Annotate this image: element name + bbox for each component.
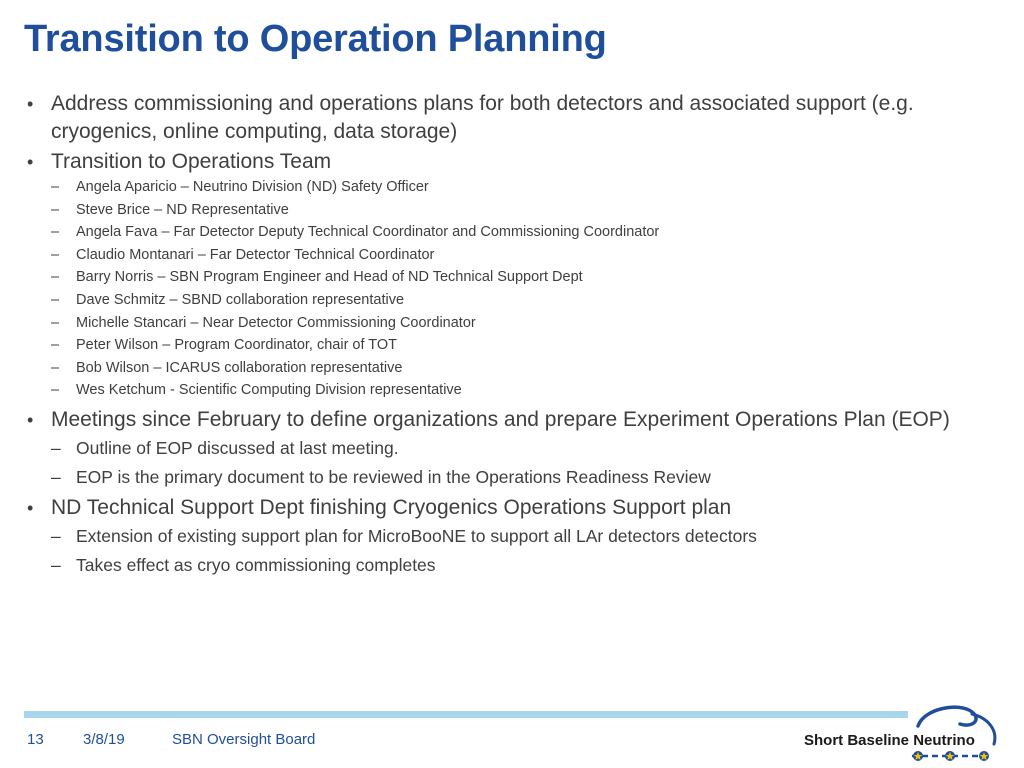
cryo-subitem (24, 551, 1004, 580)
bullet-marker: • (27, 497, 34, 518)
dash-marker: – (51, 179, 60, 195)
meetings-subitem (24, 434, 1004, 463)
dash-marker: – (51, 554, 61, 575)
dash-marker: – (51, 337, 60, 354)
cryo-subitem-text: Extension of existing support plan for MicroBooNE to support all LAr detectors detectors (76, 525, 757, 546)
dash-marker: – (51, 291, 60, 308)
meetings-subitem-text: EOP is the primary document to be reviewed in the Operations Readiness Review (76, 466, 711, 487)
slide-content (24, 90, 1004, 580)
team-member-text: Barry Norris – SBN Program Engineer and Head of ND Technical Support Dept (76, 269, 583, 286)
dash-marker: – (51, 269, 60, 286)
team-member (24, 266, 1004, 289)
footer-date: 3/8/19 (83, 731, 125, 748)
bullet-marker: • (27, 152, 34, 172)
dash-marker: – (51, 525, 61, 546)
team-member (24, 244, 1004, 267)
team-member (24, 176, 1004, 199)
slide-title: Transition to Operation Planning (24, 18, 607, 60)
team-member-text: Michelle Stancari – Near Detector Commissioning Coordinator (76, 314, 476, 331)
meetings-subitem (24, 463, 1004, 492)
team-member-text: Angela Aparicio – Neutrino Division (ND) Safety Officer (76, 179, 429, 195)
team-member (24, 289, 1004, 312)
dash-marker: – (51, 246, 60, 263)
team-member-text: Dave Schmitz – SBND collaboration representative (76, 291, 405, 308)
dash-marker: – (51, 314, 60, 331)
bullet-marker: • (27, 409, 34, 430)
logo-text: Short Baseline Neutrino (804, 732, 975, 749)
team-member-text: Bob Wilson – ICARUS collaboration representative (76, 359, 403, 376)
team-member-text: Wes Ketchum - Scientific Computing Division representative (76, 382, 462, 399)
bullet-text: Transition to Operations Team (51, 150, 332, 173)
team-member (24, 199, 1004, 222)
dash-marker: – (51, 437, 61, 458)
dash-marker: – (51, 359, 60, 376)
bullet-commissioning-plans (24, 90, 1004, 146)
sbn-logo (800, 700, 1005, 764)
bullet-operations-team (24, 148, 1004, 176)
cryo-subitem (24, 522, 1004, 551)
team-member (24, 379, 1004, 402)
team-member-text: Peter Wilson – Program Coordinator, chair of TOT (76, 337, 398, 354)
cryo-subitem-text: Takes effect as cryo commissioning completes (76, 554, 436, 575)
team-member-text: Angela Fava – Far Detector Deputy Technical Coordinator and Commissioning Coordinator (76, 224, 660, 241)
team-list (24, 176, 1004, 402)
bullet-meetings (24, 406, 1004, 434)
meetings-subitem-text: Outline of EOP discussed at last meeting. (76, 437, 399, 458)
team-member (24, 334, 1004, 357)
bullet-text: Meetings since February to define organizations and prepare Experiment Operations Plan (EOP) (51, 407, 950, 431)
dash-marker: – (51, 382, 60, 399)
bullet-marker: • (27, 94, 34, 114)
dash-marker: – (51, 224, 60, 241)
footer-bar (24, 711, 908, 718)
dash-marker: – (51, 201, 60, 218)
dash-marker: – (51, 466, 61, 487)
team-member-text: Steve Brice – ND Representative (76, 201, 289, 218)
page-number: 13 (27, 731, 44, 748)
team-member-text: Claudio Montanari – Far Detector Technical Coordinator (76, 246, 435, 263)
bullet-cryogenics (24, 494, 1004, 522)
team-member (24, 221, 1004, 244)
footer-board: SBN Oversight Board (172, 731, 316, 748)
team-member (24, 312, 1004, 335)
bullet-text: ND Technical Support Dept finishing Cryogenics Operations Support plan (51, 495, 732, 519)
bullet-text: Address commissioning and operations plans for both detectors and associated support (e.g. cryogenics, online computing, data storage) (51, 92, 914, 143)
team-member (24, 357, 1004, 380)
